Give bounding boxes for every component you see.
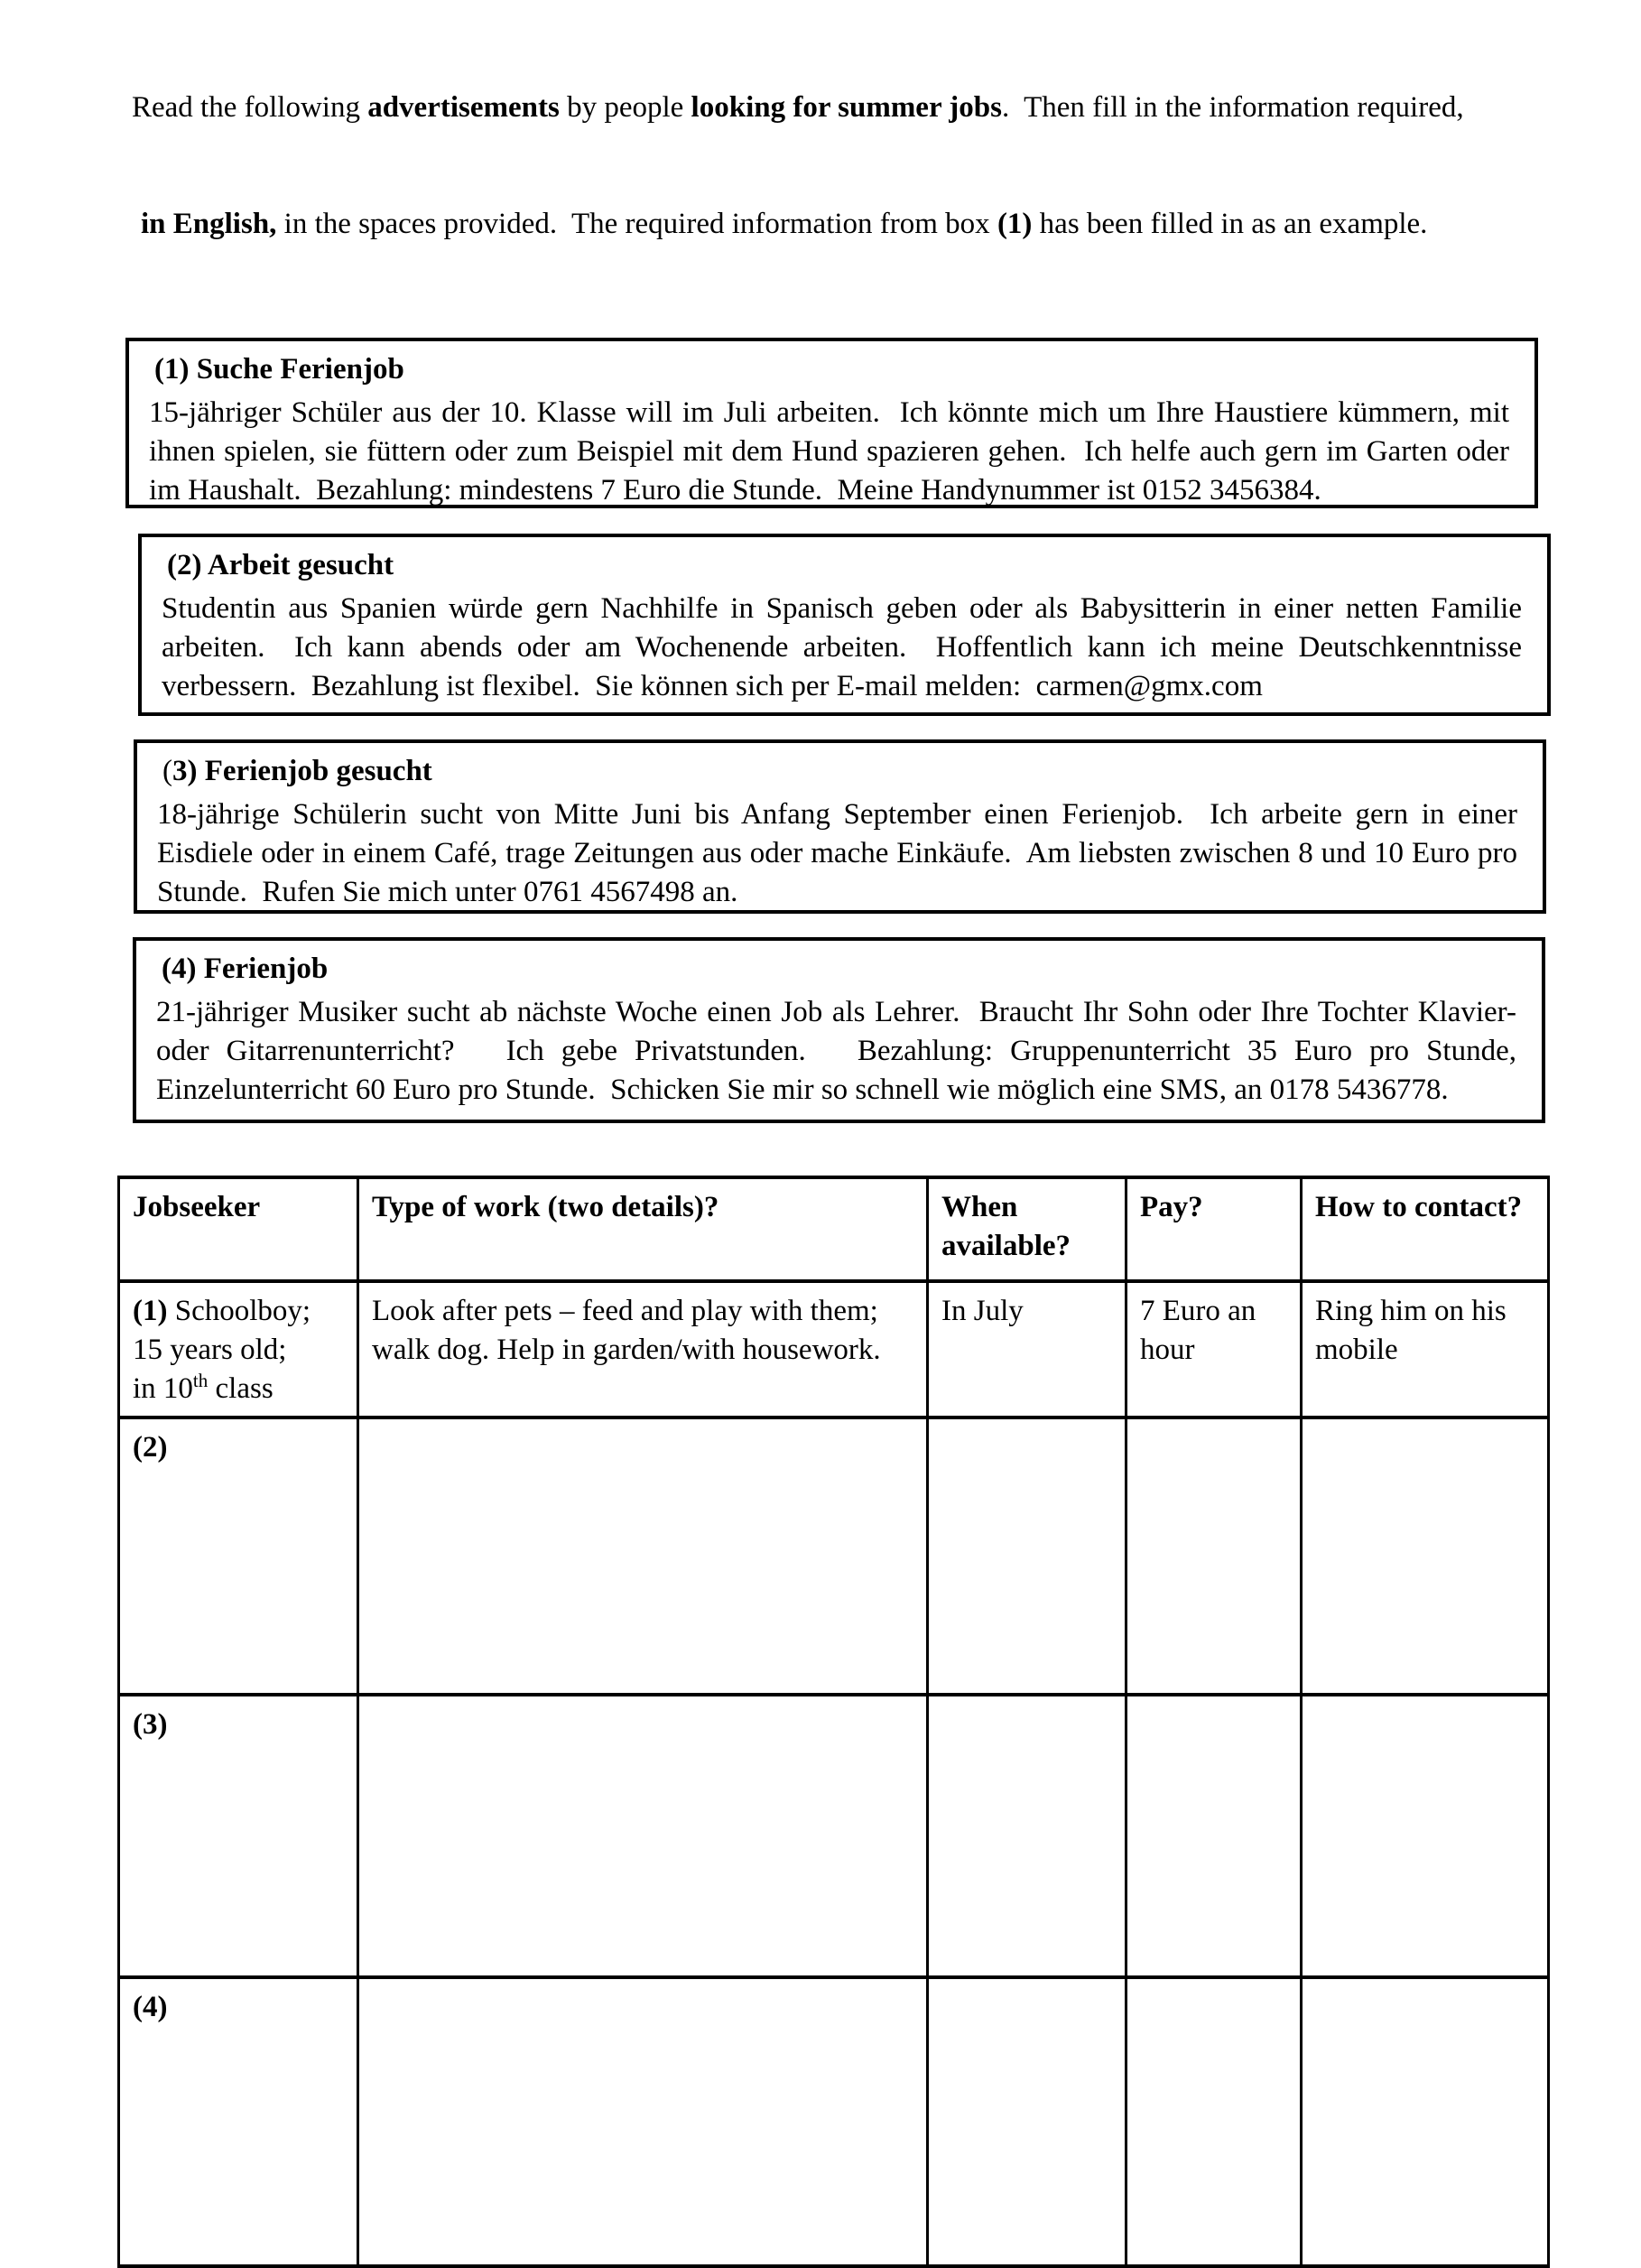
cell-jobseeker-3 bbox=[119, 1695, 358, 1977]
intro-text: by people bbox=[559, 91, 691, 124]
intro-bold-in-english: in English, bbox=[141, 208, 277, 240]
instructions-line-2 bbox=[132, 205, 1511, 244]
intro-bold-summer-jobs: looking for summer jobs bbox=[691, 91, 1002, 124]
ad-3-body: 18-jährige Schülerin sucht von Mitte Juni bis Anfang September einen Ferienjob. Ich arbeite gern in einer Eisdiele oder in einem Café, trage Zeitungen aus oder mache Einkäufe. Am liebsten zwischen 8 und 10 Euro pro Stunde. Rufen Sie mich unter 0761 4567498 an. bbox=[157, 798, 1525, 908]
ad-4-title-text: (4) Ferienjob bbox=[162, 953, 329, 985]
cell-contact-1: Ring him on his mobile bbox=[1302, 1281, 1549, 1418]
cell-contact-2-empty bbox=[1302, 1418, 1549, 1695]
cell-pay-2-empty bbox=[1126, 1418, 1302, 1695]
cell-pay-3-empty bbox=[1126, 1695, 1302, 1977]
cell-contact-4-empty bbox=[1302, 1977, 1549, 2266]
jobseeker-desc: in 10 bbox=[133, 1372, 193, 1405]
cell-when-available-1: In July bbox=[928, 1281, 1126, 1418]
instructions bbox=[132, 11, 1511, 321]
row-label-2: (2) bbox=[133, 1431, 168, 1464]
worksheet-page bbox=[0, 11, 1641, 2049]
cell-pay-1: 7 Euro an hour bbox=[1126, 1281, 1302, 1418]
ad-box-1 bbox=[125, 338, 1538, 508]
ad-4-body: 21-jähriger Musiker sucht ab nächste Woche einen Job als Lehrer. Braucht Ihr Sohn oder Ihre Tochter Klavier- oder Gitarrenunterricht? Ich gebe Privatstunden. Bezahlung: Gruppenunterricht 35 Euro pro Stunde, Einzelunterricht 60 Euro pro Stunde. Schicken Sie mir so schnell wie möglich eine SMS, an 0178 5436778. bbox=[156, 996, 1525, 1106]
table-row-4 bbox=[119, 1977, 1549, 2266]
jobseeker-number: (1) bbox=[133, 1295, 168, 1327]
header-how-to-contact: How to contact? bbox=[1302, 1177, 1549, 1281]
header-when-available: When available? bbox=[928, 1177, 1126, 1281]
table-row-2 bbox=[119, 1418, 1549, 1695]
ad-box-3 bbox=[134, 739, 1546, 914]
cell-jobseeker-1 bbox=[119, 1281, 358, 1418]
intro-bold-advertisements: advertisements bbox=[367, 91, 560, 124]
jobseeker-desc: class bbox=[208, 1372, 274, 1405]
ad-2-body: Studentin aus Spanien würde gern Nachhilfe in Spanisch geben oder als Babysitterin in einer netten Familie arbeiten. Ich kann abends oder am Wochenende arbeiten. Hoffentlich kann ich meine Deutschkenntnisse verbessern. Bezahlung ist flexibel. Sie können sich per E-mail melden: carmen@gmx.com bbox=[162, 592, 1530, 702]
cell-contact-3-empty bbox=[1302, 1695, 1549, 1977]
jobseeker-line: 15 years old; bbox=[133, 1334, 287, 1366]
ad-4-title bbox=[156, 950, 1516, 989]
intro-text: . Then fill in the information required, bbox=[1001, 91, 1464, 124]
cell-when-available-2-empty bbox=[928, 1418, 1126, 1695]
header-pay: Pay? bbox=[1126, 1177, 1302, 1281]
jobseeker-desc: Schoolboy; bbox=[167, 1295, 311, 1327]
answers-table bbox=[117, 1176, 1550, 2268]
ad-box-2 bbox=[138, 534, 1551, 716]
ad-1-title-text: (1) Suche Ferienjob bbox=[154, 353, 404, 386]
cell-jobseeker-2 bbox=[119, 1418, 358, 1695]
cell-when-available-4-empty bbox=[928, 1977, 1126, 2266]
ad-3-title bbox=[157, 752, 1517, 791]
ad-2-title bbox=[162, 546, 1522, 585]
ad-1-title bbox=[149, 350, 1509, 389]
row-label-3: (3) bbox=[133, 1708, 168, 1741]
instructions-line-1 bbox=[132, 88, 1511, 127]
intro-text: Read the following bbox=[132, 91, 368, 124]
intro-text: in the spaces provided. The required information from box bbox=[276, 208, 997, 240]
ad-3-title-text: 3) Ferienjob gesucht bbox=[172, 755, 432, 787]
ordinal-superscript: th bbox=[192, 1370, 209, 1391]
header-jobseeker: Jobseeker bbox=[119, 1177, 358, 1281]
cell-type-of-work-4-empty bbox=[358, 1977, 928, 2266]
cell-jobseeker-4 bbox=[119, 1977, 358, 2266]
ad-1-body: 15-jähriger Schüler aus der 10. Klasse will im Juli arbeiten. Ich könnte mich um Ihre Haustiere kümmern, mit ihnen spielen, sie füttern oder zum Beispiel mit dem Hund spazieren gehen. Ich helfe auch gern im Garten oder im Haushalt. Bezahlung: mindestens 7 Euro die Stunde. Meine Handynummer ist 0152 3456384. bbox=[149, 396, 1517, 507]
table-row-3 bbox=[119, 1695, 1549, 1977]
cell-when-available-3-empty bbox=[928, 1695, 1126, 1977]
ad-box-4 bbox=[133, 937, 1545, 1123]
ad-3-title-prefix: ( bbox=[162, 755, 172, 787]
cell-type-of-work-3-empty bbox=[358, 1695, 928, 1977]
table-header-row bbox=[119, 1177, 1549, 1281]
row-label-4: (4) bbox=[133, 1991, 168, 2023]
intro-text: has been filled in as an example. bbox=[1032, 208, 1428, 240]
jobseeker-line bbox=[133, 1370, 344, 1408]
header-type-of-work: Type of work (two details)? bbox=[358, 1177, 928, 1281]
jobseeker-line bbox=[133, 1292, 344, 1331]
cell-type-of-work-1: Look after pets – feed and play with them; walk dog. Help in garden/with housework. bbox=[358, 1281, 928, 1418]
cell-pay-4-empty bbox=[1126, 1977, 1302, 2266]
cell-type-of-work-2-empty bbox=[358, 1418, 928, 1695]
ad-2-title-text: (2) Arbeit gesucht bbox=[167, 549, 394, 581]
table-row-example-1 bbox=[119, 1281, 1549, 1418]
intro-bold-box-1: (1) bbox=[997, 208, 1033, 240]
